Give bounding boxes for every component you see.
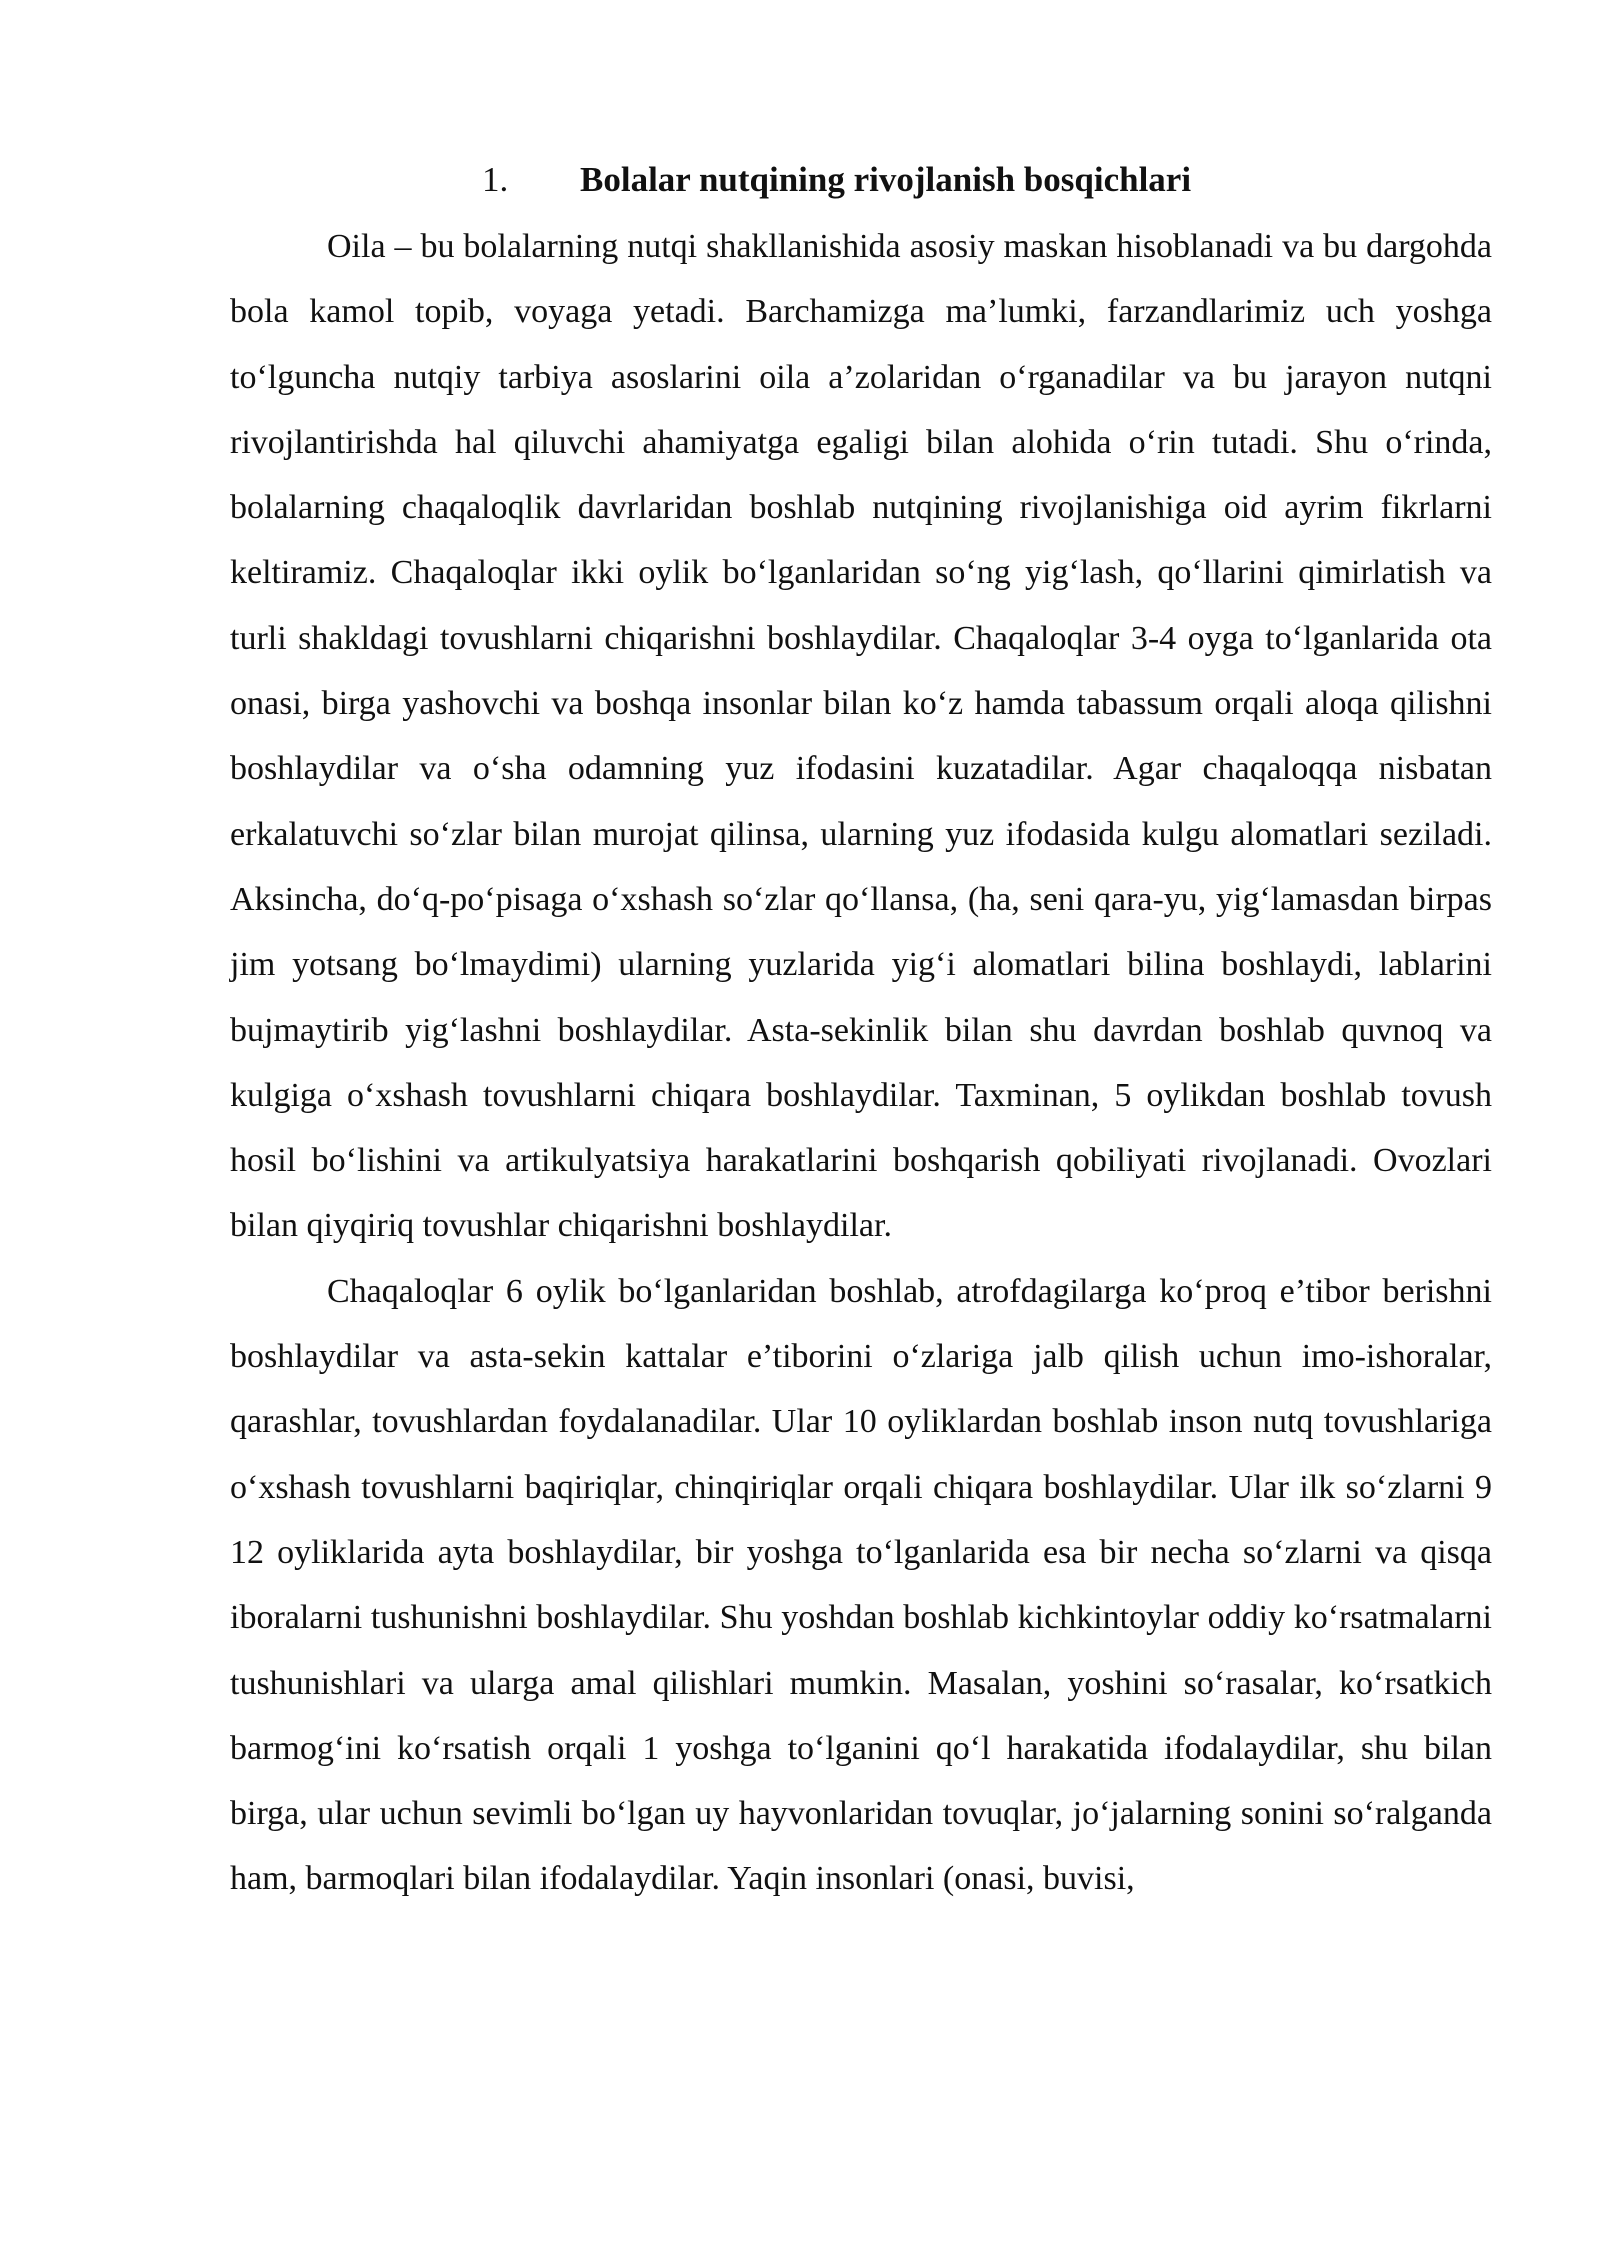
paragraph-1: Oila – bu bolalarning nutqi shakllanishida asosiy maskan hisoblanadi va bu dargohda bola kamol topib, voyaga yetadi. Barchamizga ma’lumki, farzandlarimiz uch yoshga to‘lguncha nutqiy tarbiya asoslarini oila a’zolaridan o‘rganadilar va bu jarayon nutqni rivojlantirishda hal qiluvchi ahamiyatga egaligi bilan alohida o‘rin tutadi. Shu o‘rinda, bolalarning chaqaloqlik davrlaridan boshlab nutqining rivojlanishiga oid ayrim fikrlarni keltiramiz. Chaqaloqlar ikki oylik bo‘lganlaridan so‘ng yig‘lash, qo‘llarini qimirlatish va turli shakldagi tovushlarni chiqarishni boshlaydilar. Chaqaloqlar 3-4 oyga to‘lganlarida ota onasi, birga yashovchi va boshqa insonlar bilan ko‘z hamda tabassum orqali aloqa qilishni boshlaydilar va o‘sha odamning yuz ifodasini kuzatadilar. Agar chaqaloqqa nisbatan erkalatuvchi so‘zlar bilan murojat qilinsa, ularning yuz ifodasida kulgu alomatlari seziladi. Aksincha, do‘q-po‘pisaga o‘xshash so‘zlar qo‘llansa, (ha, seni qara-yu, yig‘lamasdan birpas jim yotsang bo‘lmaydimi) ularning yuzlarida yig‘i alomatlari bilina boshlaydi, lablarini bujmaytirib yig‘lashni boshlaydilar. Asta-sekinlik bilan shu davrdan boshlab quvnoq va kulgiga o‘xshash tovushlarni chiqara boshlaydilar. Taxminan, 5 oylikdan boshlab tovush hosil bo‘lishini va artikulyatsiya harakatlarini boshqarish qobiliyati rivojlanadi. Ovozlari bilan qiyqiriq tovushlar chiqarishni boshlaydilar. <box>230 228 1492 1245</box>
section-heading <box>230 150 1492 210</box>
section-number: 1. <box>482 160 509 199</box>
paragraph-2: Chaqaloqlar 6 oylik bo‘lganlaridan boshlab, atrofdagilarga ko‘proq e’tibor berishni boshlaydilar va asta-sekin kattalar e’tiborini o‘zlariga jalb qilish uchun imo-ishoralar, qarashlar, tovushlardan foydalanadilar. Ular 10 oyliklardan boshlab inson nutq tovushlariga o‘xshash tovushlarni baqiriqlar, chinqiriqlar orqali chiqara boshlaydilar. Ular ilk so‘zlarni 9 12 oyliklarida ayta boshlaydilar, bir yoshga to‘lganlarida esa bir necha so‘zlarni va qisqa iboralarni tushunishni boshlaydilar. Shu yoshdan boshlab kichkintoylar oddiy ko‘rsatmalarni tushunishlari va ularga amal qilishlari mumkin. Masalan, yoshini so‘rasalar, ko‘rsatkich barmog‘ini ko‘rsatish orqali 1 yoshga to‘lganini qo‘l harakatida ifodalaydilar, shu bilan birga, ular uchun sevimli bo‘lgan uy hayvonlaridan tovuqlar, jo‘jalarning sonini so‘ralganda ham, barmoqlari bilan ifodalaydilar. Yaqin insonlari (onasi, buvisi, <box>230 1272 1492 1898</box>
document-page <box>230 150 1492 1912</box>
section-title: Bolalar nutqining rivojlanish bosqichlari <box>580 160 1192 199</box>
